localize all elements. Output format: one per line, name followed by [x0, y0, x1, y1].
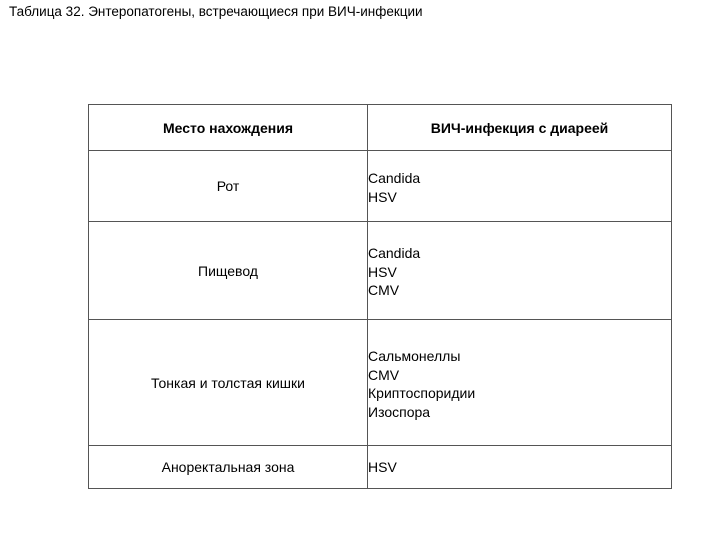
column-header-location: Место нахождения [89, 105, 368, 151]
pathogen-item: Криптоспоридии [368, 385, 476, 401]
pathogen-item: CMV [368, 282, 400, 298]
location-cell: Пищевод [89, 222, 368, 320]
pathogen-item: Изоспора [368, 403, 431, 420]
pathogen-item: HSV [368, 263, 397, 280]
table-row [89, 320, 672, 446]
table-header-row [89, 105, 672, 151]
pathogen-item: HSV [368, 458, 397, 475]
pathogen-item: Candida [368, 170, 421, 186]
pathogen-item: Сальмонеллы [368, 348, 461, 364]
location-cell: Тонкая и толстая кишки [89, 320, 368, 446]
pathogens-cell [368, 222, 672, 320]
pathogens-cell [368, 446, 672, 489]
table-row [89, 222, 672, 320]
enteropathogens-table [88, 104, 672, 489]
table-row [89, 151, 672, 222]
location-cell: Рот [89, 151, 368, 222]
column-header-hiv-diarrhea: ВИЧ-инфекция с диареей [368, 105, 672, 151]
pathogen-item: CMV [368, 366, 400, 383]
location-cell: Аноректальная зона [89, 446, 368, 489]
pathogen-item: HSV [368, 188, 397, 205]
pathogens-cell [368, 320, 672, 446]
table-row [89, 446, 672, 489]
table-caption: Таблица 32. Энтеропатогены, встречающиеся при ВИЧ-инфекции [9, 4, 423, 19]
pathogen-item: Candida [368, 245, 421, 261]
pathogens-cell [368, 151, 672, 222]
